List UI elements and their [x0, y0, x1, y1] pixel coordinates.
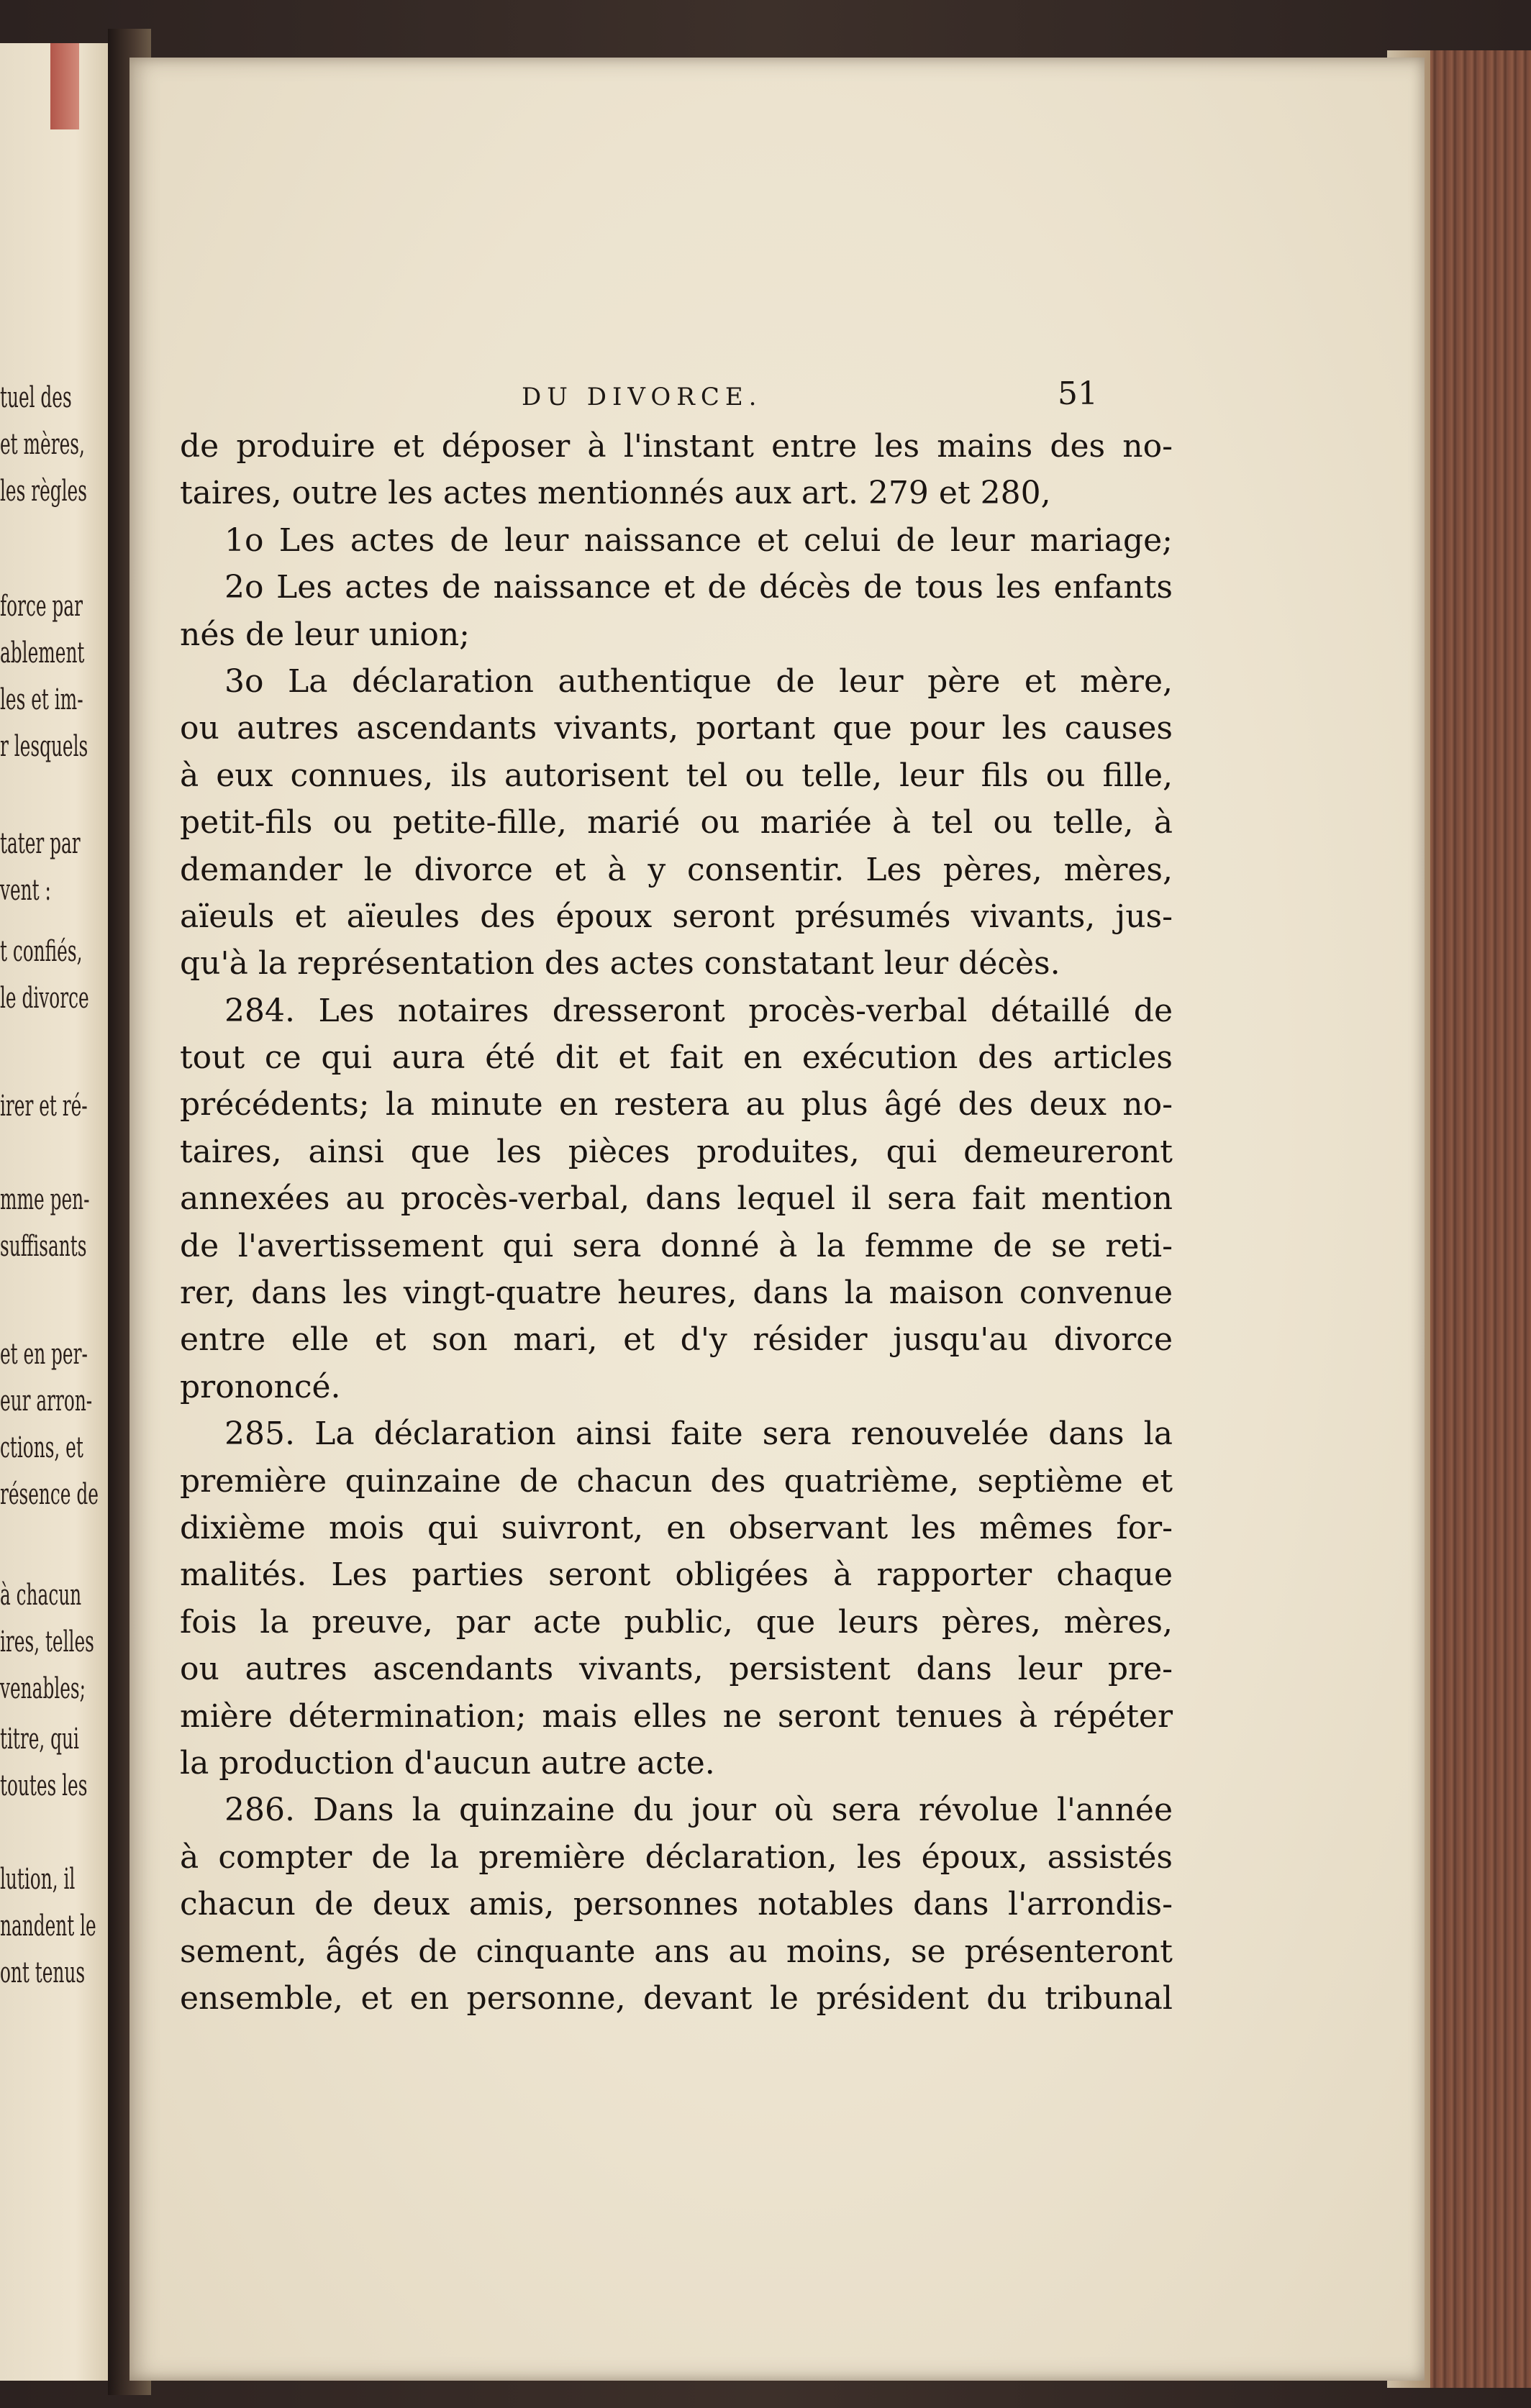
left-page-line: ablement: [0, 637, 85, 670]
left-page-line: eur arron-: [0, 1385, 93, 1418]
left-page-line: tuel des: [0, 381, 72, 414]
text-line: aïeuls et aïeules des époux seront présumés vivants, jus-: [180, 898, 1173, 935]
text-line: nés de leur union;: [180, 616, 471, 653]
left-page-line: titre, qui: [0, 1723, 79, 1756]
text-line: petit-fils ou petite-fille, marié ou mariée à tel ou telle, à: [180, 804, 1173, 842]
text-line: première quinzaine de chacun des quatrième, septième et: [180, 1462, 1173, 1500]
text-line: chacun de deux amis, personnes notables dans l'arrondis-: [180, 1886, 1173, 1923]
text-line: ou autres ascendants vivants, portant que pour les causes: [180, 710, 1173, 747]
left-page-line: lution, il: [0, 1863, 76, 1896]
left-page-line: force par: [0, 590, 83, 623]
left-page-line: t confiés,: [0, 935, 83, 968]
text-line: ensemble, et en personne, devant le président du tribunal: [180, 1979, 1173, 2017]
left-page-line: ont tenus: [0, 1956, 86, 1989]
text-line: précédents; la minute en restera au plus âgé des deux no-: [180, 1086, 1173, 1123]
text-line: 284. Les notaires dresseront procès-verbal détaillé de: [224, 992, 1173, 1029]
left-page-line: irer et ré-: [0, 1090, 88, 1123]
page-number: 51: [1058, 375, 1098, 412]
left-page-line: vent :: [0, 874, 51, 907]
text-line: 285. La déclaration ainsi faite sera renouvelée dans la: [224, 1415, 1173, 1453]
left-page-line: ctions, et: [0, 1431, 83, 1464]
text-line: ou autres ascendants vivants, persistent dans leur pre-: [180, 1651, 1173, 1688]
text-line: prononcé.: [180, 1368, 341, 1405]
text-line: dixième mois qui suivront, en observant les mêmes for-: [180, 1509, 1173, 1546]
page-header: [130, 375, 1425, 426]
left-page-line: tater par: [0, 827, 81, 860]
left-page-line: les règles: [0, 475, 87, 508]
text-line: taires, ainsi que les pièces produites, qui demeureront: [180, 1133, 1173, 1170]
left-page-line: le divorce: [0, 982, 89, 1015]
text-line: de produire et déposer à l'instant entre les mains des no-: [180, 428, 1173, 465]
left-page-line: r lesquels: [0, 730, 88, 763]
left-page-line: toutes les: [0, 1769, 88, 1802]
text-line: annexées au procès-verbal, dans lequel il sera fait mention: [180, 1180, 1173, 1218]
red-edge-marker: [50, 43, 79, 129]
text-line: fois la preuve, par acte public, que leurs pères, mères,: [180, 1603, 1173, 1641]
text-line: 286. Dans la quinzaine du jour où sera révolue l'année: [224, 1792, 1173, 1829]
text-line: rer, dans les vingt-quatre heures, dans la maison convenue: [180, 1274, 1173, 1312]
text-line: tout ce qui aura été dit et fait en exécution des articles: [180, 1039, 1173, 1077]
text-line: taires, outre les actes mentionnés aux art. 279 et 280,: [180, 475, 1051, 512]
left-page-line: nandent le: [0, 1910, 96, 1943]
left-page-line: mme pen-: [0, 1183, 90, 1216]
text-line: malités. Les parties seront obligées à rapporter chaque: [180, 1556, 1173, 1594]
text-line: 2o Les actes de naissance et de décès de tous les enfants: [224, 569, 1173, 606]
text-line: à eux connues, ils autorisent tel ou telle, leur fils ou fille,: [180, 757, 1173, 794]
left-page-line: résence de: [0, 1478, 99, 1511]
text-line: 1o Les actes de leur naissance et celui de leur mariage;: [224, 521, 1173, 559]
text-line: sement, âgés de cinquante ans au moins, se présenteront: [180, 1933, 1173, 1970]
book-page: [130, 58, 1425, 2381]
text-line: entre elle et son mari, et d'y résider jusqu'au divorce: [180, 1321, 1173, 1359]
left-page-line: les et im-: [0, 683, 83, 716]
text-line: qu'à la représentation des actes constatant leur décès.: [180, 945, 1060, 982]
left-page-line: et mères,: [0, 428, 85, 461]
left-page-line: venables;: [0, 1672, 86, 1705]
body-text: [180, 423, 1173, 2022]
left-page-line: et en per-: [0, 1338, 88, 1371]
text-line: de l'avertissement qui sera donné à la femme de se reti-: [180, 1227, 1173, 1264]
text-line: mière détermination; mais elles ne seront tenues à répéter: [180, 1697, 1173, 1735]
left-page-line: suffisants: [0, 1230, 87, 1263]
text-line: la production d'aucun autre acte.: [180, 1744, 715, 1782]
left-page-line: ires, telles: [0, 1625, 94, 1659]
left-page-line: à chacun: [0, 1579, 82, 1612]
text-line: demander le divorce et à y consentir. Les pères, mères,: [180, 851, 1173, 888]
text-line: 3o La déclaration authentique de leur père et mère,: [224, 662, 1173, 700]
facing-page-left: [0, 43, 108, 2381]
running-head: DU DIVORCE.: [522, 383, 763, 411]
text-line: à compter de la première déclaration, les époux, assistés: [180, 1838, 1173, 1876]
